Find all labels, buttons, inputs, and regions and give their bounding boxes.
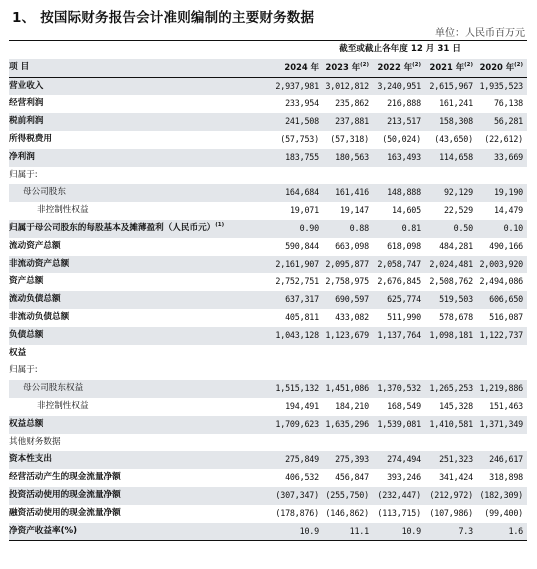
table-row bbox=[9, 95, 527, 113]
row-label: 融资活动使用的现金流量净额 bbox=[9, 507, 121, 518]
value-cell: 11.1 bbox=[323, 523, 373, 541]
row-label: 归属于母公司股东的每股基本及摊薄盈利（人民币元）$^{(1)}$ bbox=[9, 220, 273, 238]
table-row bbox=[9, 256, 527, 274]
value-cell: 1,098,181 bbox=[425, 327, 477, 345]
value-cell: 275,849 bbox=[273, 451, 323, 469]
row-label: 营业收入 bbox=[9, 77, 273, 95]
value-cell bbox=[425, 362, 477, 380]
row-label: 税前利润 bbox=[9, 113, 273, 131]
value-cell: 10.9 bbox=[373, 523, 425, 541]
value-cell: 241,508 bbox=[273, 113, 323, 131]
value-cell: 151,463 bbox=[489, 400, 524, 411]
value-cell: 2,508,762 bbox=[429, 276, 473, 287]
value-cell: 578,678 bbox=[439, 311, 473, 322]
value-cell: 213,517 bbox=[373, 113, 425, 131]
value-cell bbox=[373, 345, 425, 363]
table-row bbox=[9, 273, 527, 291]
table-row bbox=[9, 202, 527, 220]
table-row bbox=[9, 291, 527, 309]
row-label: 非控制性权益 bbox=[37, 400, 89, 411]
value-cell: 2,615,967 bbox=[425, 77, 477, 95]
value-cell bbox=[477, 362, 527, 380]
value-cell: 274,494 bbox=[373, 451, 425, 469]
year-header: 2024 年 bbox=[273, 59, 323, 77]
table-row bbox=[9, 487, 527, 505]
value-cell: 164,684 bbox=[273, 184, 323, 202]
value-cell: (146,862) bbox=[325, 507, 369, 518]
value-cell: 2,024,481 bbox=[425, 256, 477, 274]
value-cell bbox=[273, 167, 323, 185]
value-cell: (307,347) bbox=[273, 487, 323, 505]
value-cell: 180,563 bbox=[323, 149, 373, 167]
table-row bbox=[9, 77, 527, 95]
table-row bbox=[9, 149, 527, 167]
table-row bbox=[9, 327, 527, 345]
financial-data-table bbox=[9, 40, 527, 541]
value-cell: 216,888 bbox=[387, 98, 421, 109]
value-cell: 235,862 bbox=[335, 98, 369, 109]
value-cell bbox=[323, 362, 373, 380]
value-cell: 251,323 bbox=[425, 451, 477, 469]
row-label: 母公司股东权益 bbox=[9, 380, 273, 398]
value-cell: 637,317 bbox=[273, 291, 323, 309]
value-cell bbox=[273, 434, 323, 452]
value-cell: 2,095,877 bbox=[323, 256, 373, 274]
value-cell: (57,318) bbox=[330, 133, 369, 144]
value-cell: 19,071 bbox=[289, 205, 319, 216]
value-cell: (255,750) bbox=[323, 487, 373, 505]
table-row bbox=[9, 345, 527, 363]
value-cell: 275,393 bbox=[323, 451, 373, 469]
value-cell: 2,937,981 bbox=[273, 77, 323, 95]
value-cell: 1,935,523 bbox=[477, 77, 527, 95]
value-cell: 0.10 bbox=[477, 220, 527, 238]
value-cell: 1,265,253 bbox=[425, 380, 477, 398]
table-row bbox=[9, 113, 527, 131]
value-cell: 2,494,086 bbox=[479, 276, 524, 287]
value-cell: 1,515,132 bbox=[273, 380, 323, 398]
value-cell: 590,844 bbox=[285, 240, 319, 251]
value-cell: 484,281 bbox=[439, 240, 473, 251]
value-cell: 1,123,679 bbox=[323, 327, 373, 345]
value-cell: (212,972) bbox=[425, 487, 477, 505]
table-row bbox=[9, 184, 527, 202]
value-cell: 690,597 bbox=[323, 291, 373, 309]
value-cell: 1,137,764 bbox=[373, 327, 425, 345]
value-cell: 0.90 bbox=[273, 220, 323, 238]
value-cell: (57,753) bbox=[280, 133, 319, 144]
value-cell: 14,479 bbox=[493, 205, 524, 216]
year-header: 2023 年$^{(2)}$ bbox=[323, 59, 373, 77]
value-cell bbox=[273, 362, 323, 380]
value-cell: (232,447) bbox=[373, 487, 425, 505]
row-label: 经营活动产生的现金流量净额 bbox=[9, 472, 121, 483]
value-cell: 2,758,975 bbox=[325, 276, 369, 287]
value-cell: 341,424 bbox=[439, 472, 473, 483]
value-cell: 184,210 bbox=[335, 400, 369, 411]
value-cell: 0.50 bbox=[425, 220, 477, 238]
table-row bbox=[9, 131, 527, 149]
row-label: 负债总额 bbox=[9, 327, 273, 345]
table-row bbox=[9, 523, 527, 541]
year-header: 2020 年$^{(2)}$ bbox=[477, 59, 527, 77]
period-header: 截至或截止各年度 12 月 31 日 bbox=[273, 41, 527, 59]
value-cell bbox=[323, 167, 373, 185]
value-cell: 183,755 bbox=[273, 149, 323, 167]
row-label: 投资活动使用的现金流量净额 bbox=[9, 487, 273, 505]
value-cell: 1,370,532 bbox=[373, 380, 425, 398]
value-cell: 3,240,951 bbox=[373, 77, 425, 95]
value-cell: (178,876) bbox=[275, 507, 319, 518]
value-cell: 1,539,081 bbox=[373, 416, 425, 434]
value-cell: 1,410,581 bbox=[425, 416, 477, 434]
header-group-row bbox=[9, 41, 527, 59]
value-cell: 2,058,747 bbox=[373, 256, 425, 274]
value-cell: 161,416 bbox=[323, 184, 373, 202]
value-cell: 1,219,886 bbox=[477, 380, 527, 398]
value-cell: (113,715) bbox=[377, 507, 421, 518]
row-label: 非流动负债总额 bbox=[9, 311, 70, 322]
value-cell: 519,503 bbox=[425, 291, 477, 309]
value-cell: 33,669 bbox=[477, 149, 527, 167]
row-label: 所得税费用 bbox=[9, 133, 52, 144]
value-cell: 0.88 bbox=[323, 220, 373, 238]
value-cell: 233,954 bbox=[285, 98, 319, 109]
value-cell: 490,166 bbox=[489, 240, 524, 251]
value-cell: 19,190 bbox=[477, 184, 527, 202]
value-cell: 0.81 bbox=[373, 220, 425, 238]
unit-note: 单位：人民币百万元 bbox=[435, 28, 525, 39]
value-cell: 158,308 bbox=[425, 113, 477, 131]
value-cell bbox=[373, 434, 425, 452]
value-cell: 2,752,751 bbox=[275, 276, 319, 287]
value-cell: 318,898 bbox=[489, 472, 524, 483]
value-cell: 145,328 bbox=[439, 400, 473, 411]
value-cell bbox=[323, 345, 373, 363]
value-cell bbox=[425, 167, 477, 185]
value-cell: 237,881 bbox=[323, 113, 373, 131]
value-cell: 406,532 bbox=[285, 472, 319, 483]
value-cell: 19,147 bbox=[339, 205, 369, 216]
table-row bbox=[9, 469, 527, 487]
value-cell: 511,990 bbox=[387, 311, 421, 322]
section-title: 1、 按国际财务报告会计准则编制的主要财务数据 bbox=[12, 10, 315, 26]
value-cell: 618,098 bbox=[387, 240, 421, 251]
row-label: 非流动资产总额 bbox=[9, 256, 273, 274]
header-year-row bbox=[9, 59, 527, 77]
row-label: 权益总额 bbox=[9, 416, 273, 434]
value-cell: 92,129 bbox=[425, 184, 477, 202]
value-cell: 7.3 bbox=[425, 523, 477, 541]
value-cell: 1,451,086 bbox=[323, 380, 373, 398]
value-cell: 456,847 bbox=[335, 472, 369, 483]
table-row bbox=[9, 309, 527, 327]
table-row bbox=[9, 238, 527, 256]
row-label: 权益 bbox=[9, 347, 27, 358]
value-cell: 2,003,920 bbox=[477, 256, 527, 274]
table-row bbox=[9, 398, 527, 416]
value-cell: 1,043,128 bbox=[273, 327, 323, 345]
table-row bbox=[9, 220, 527, 238]
value-cell bbox=[323, 434, 373, 452]
value-cell: (107,986) bbox=[429, 507, 473, 518]
value-cell: 163,493 bbox=[373, 149, 425, 167]
table-row bbox=[9, 505, 527, 523]
value-cell: 1,709,623 bbox=[273, 416, 323, 434]
value-cell: 606,650 bbox=[477, 291, 527, 309]
value-cell bbox=[477, 434, 527, 452]
row-label: 归属于: bbox=[9, 365, 38, 376]
value-cell: (43,650) bbox=[434, 133, 473, 144]
row-label: 流动负债总额 bbox=[9, 291, 273, 309]
value-cell bbox=[373, 167, 425, 185]
value-cell: 194,491 bbox=[285, 400, 319, 411]
value-cell: 114,658 bbox=[425, 149, 477, 167]
row-label: 非控制性权益 bbox=[37, 205, 89, 216]
value-cell bbox=[477, 345, 527, 363]
value-cell bbox=[425, 434, 477, 452]
value-cell: 516,087 bbox=[489, 311, 524, 322]
table-row bbox=[9, 451, 527, 469]
value-cell: 22,529 bbox=[443, 205, 473, 216]
value-cell bbox=[373, 362, 425, 380]
value-cell: 433,082 bbox=[335, 311, 369, 322]
value-cell: 2,676,845 bbox=[377, 276, 421, 287]
value-cell: (50,024) bbox=[382, 133, 421, 144]
row-label: 净利润 bbox=[9, 149, 273, 167]
row-label: 其他财务数据 bbox=[9, 436, 61, 447]
table-row bbox=[9, 362, 527, 380]
row-label: 资本性支出 bbox=[9, 451, 273, 469]
item-column-header: 项 目 bbox=[9, 59, 273, 77]
row-label: 母公司股东 bbox=[9, 184, 273, 202]
value-cell: 168,549 bbox=[387, 400, 421, 411]
value-cell bbox=[273, 345, 323, 363]
value-cell: 76,138 bbox=[493, 98, 524, 109]
value-cell: 1.6 bbox=[477, 523, 527, 541]
row-label: 资产总额 bbox=[9, 276, 44, 287]
value-cell: 56,281 bbox=[477, 113, 527, 131]
row-label: 经营利润 bbox=[9, 98, 44, 109]
value-cell: 663,098 bbox=[335, 240, 369, 251]
value-cell bbox=[425, 345, 477, 363]
value-cell: 405,811 bbox=[285, 311, 319, 322]
value-cell: 2,161,907 bbox=[273, 256, 323, 274]
value-cell: 1,635,296 bbox=[323, 416, 373, 434]
value-cell: 14,605 bbox=[391, 205, 421, 216]
value-cell: 161,241 bbox=[439, 98, 473, 109]
value-cell: 625,774 bbox=[373, 291, 425, 309]
value-cell: 148,888 bbox=[373, 184, 425, 202]
value-cell: 1,371,349 bbox=[477, 416, 527, 434]
value-cell: 1,122,737 bbox=[477, 327, 527, 345]
table-row bbox=[9, 434, 527, 452]
value-cell: (22,612) bbox=[484, 133, 524, 144]
value-cell: 10.9 bbox=[273, 523, 323, 541]
value-cell: (182,309) bbox=[477, 487, 527, 505]
year-header: 2021 年$^{(2)}$ bbox=[425, 59, 477, 77]
value-cell: 3,012,812 bbox=[323, 77, 373, 95]
value-cell: (99,400) bbox=[484, 507, 524, 518]
table-row bbox=[9, 416, 527, 434]
year-header: 2022 年$^{(2)}$ bbox=[373, 59, 425, 77]
row-label: 归属于: bbox=[9, 169, 38, 180]
table-row bbox=[9, 167, 527, 185]
value-cell: 246,617 bbox=[477, 451, 527, 469]
row-label: 净资产收益率(%) bbox=[9, 523, 273, 541]
value-cell bbox=[477, 167, 527, 185]
row-label: 流动资产总额 bbox=[9, 240, 61, 251]
table-row bbox=[9, 380, 527, 398]
value-cell: 393,246 bbox=[387, 472, 421, 483]
